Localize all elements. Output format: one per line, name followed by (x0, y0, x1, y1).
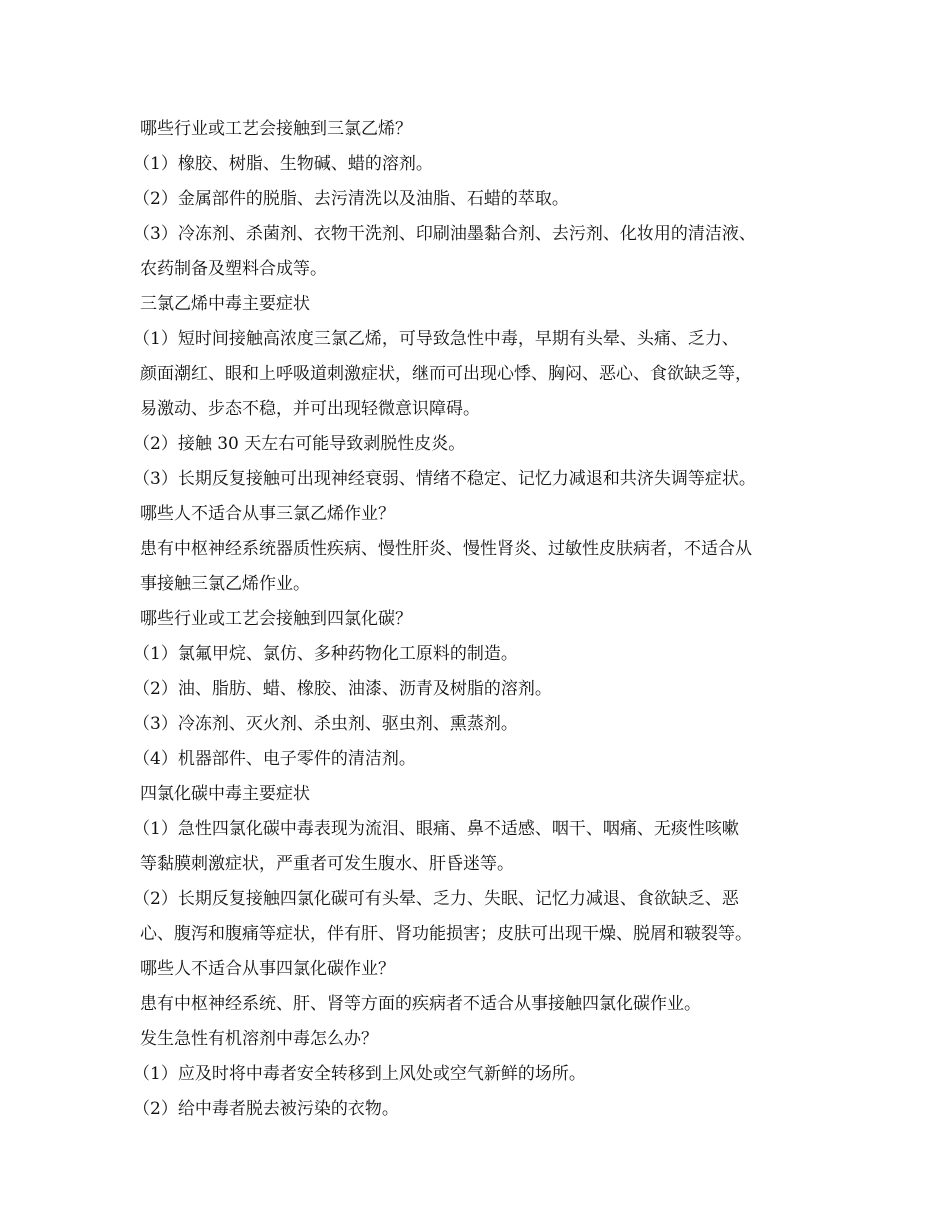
paragraph-line: 患有中枢神经系统器质性疾病、慢性肝炎、慢性肾炎、过敏性皮肤病者，不适合从 (140, 539, 752, 559)
question-heading: 发生急性有机溶剂中毒怎么办？ (140, 1029, 378, 1049)
list-item: （1）短时间接触高浓度三氯乙烯，可导致急性中毒，早期有头晕、头痛、乏力、 (133, 329, 739, 349)
paragraph-line: 患有中枢神经系统、肝、肾等方面的疾病者不适合从事接触四氯化碳作业。 (140, 994, 701, 1014)
list-item: （3）冷冻剂、杀菌剂、衣物干洗剂、印刷油墨黏合剂、去污剂、化妆用的清洁液、 (133, 224, 756, 244)
section-heading: 三氯乙烯中毒主要症状 (140, 294, 310, 314)
question-heading: 哪些人不适合从事三氯乙烯作业？ (140, 504, 395, 524)
list-item: （1）橡胶、树脂、生物碱、蜡的溶剂。 (133, 154, 433, 174)
question-heading: 哪些行业或工艺会接触到四氯化碳？ (140, 609, 412, 629)
list-item: （2）接触 30 天左右可能导致剥脱性皮炎。 (133, 434, 466, 454)
list-item: （1）应及时将中毒者安全转移到上风处或空气新鲜的场所。 (133, 1064, 586, 1084)
list-item: （1）氯氟甲烷、氯仿、多种药物化工原料的制造。 (133, 644, 518, 664)
question-heading: 哪些人不适合从事四氯化碳作业？ (140, 959, 395, 979)
list-item: （2）长期反复接触四氯化碳可有头晕、乏力、失眠、记忆力减退、食欲缺乏、恶 (133, 889, 739, 909)
paragraph-line: 等黏膜刺激症状，严重者可发生腹水、肝昏迷等。 (140, 854, 514, 874)
paragraph-line: 农药制备及塑料合成等。 (140, 259, 327, 279)
paragraph-line: 心、腹泻和腹痛等症状，伴有肝、肾功能损害；皮肤可出现干燥、脱屑和皲裂等。 (140, 924, 752, 944)
question-heading: 哪些行业或工艺会接触到三氯乙烯？ (140, 119, 412, 139)
paragraph-line: 事接触三氯乙烯作业。 (140, 574, 310, 594)
list-item: （3）长期反复接触可出现神经衰弱、情绪不稳定、记忆力减退和共济失调等症状。 (133, 469, 756, 489)
list-item: （2）给中毒者脱去被污染的衣物。 (133, 1099, 399, 1119)
paragraph-line: 易激动、步态不稳，并可出现轻微意识障碍。 (140, 399, 480, 419)
list-item: （3）冷冻剂、灭火剂、杀虫剂、驱虫剂、熏蒸剂。 (133, 714, 518, 734)
paragraph-line: 颜面潮红、眼和上呼吸道刺激症状，继而可出现心悸、胸闷、恶心、食欲缺乏等， (140, 364, 752, 384)
list-item: （4）机器部件、电子零件的清洁剂。 (133, 749, 416, 769)
list-item: （2）油、脂肪、蜡、橡胶、油漆、沥青及树脂的溶剂。 (133, 679, 552, 699)
section-heading: 四氯化碳中毒主要症状 (140, 784, 310, 804)
list-item: （2）金属部件的脱脂、去污清洗以及油脂、石蜡的萃取。 (133, 189, 569, 209)
list-item: （1）急性四氯化碳中毒表现为流泪、眼痛、鼻不适感、咽干、咽痛、无痰性咳嗽 (133, 819, 739, 839)
document-body (133, 112, 840, 1127)
